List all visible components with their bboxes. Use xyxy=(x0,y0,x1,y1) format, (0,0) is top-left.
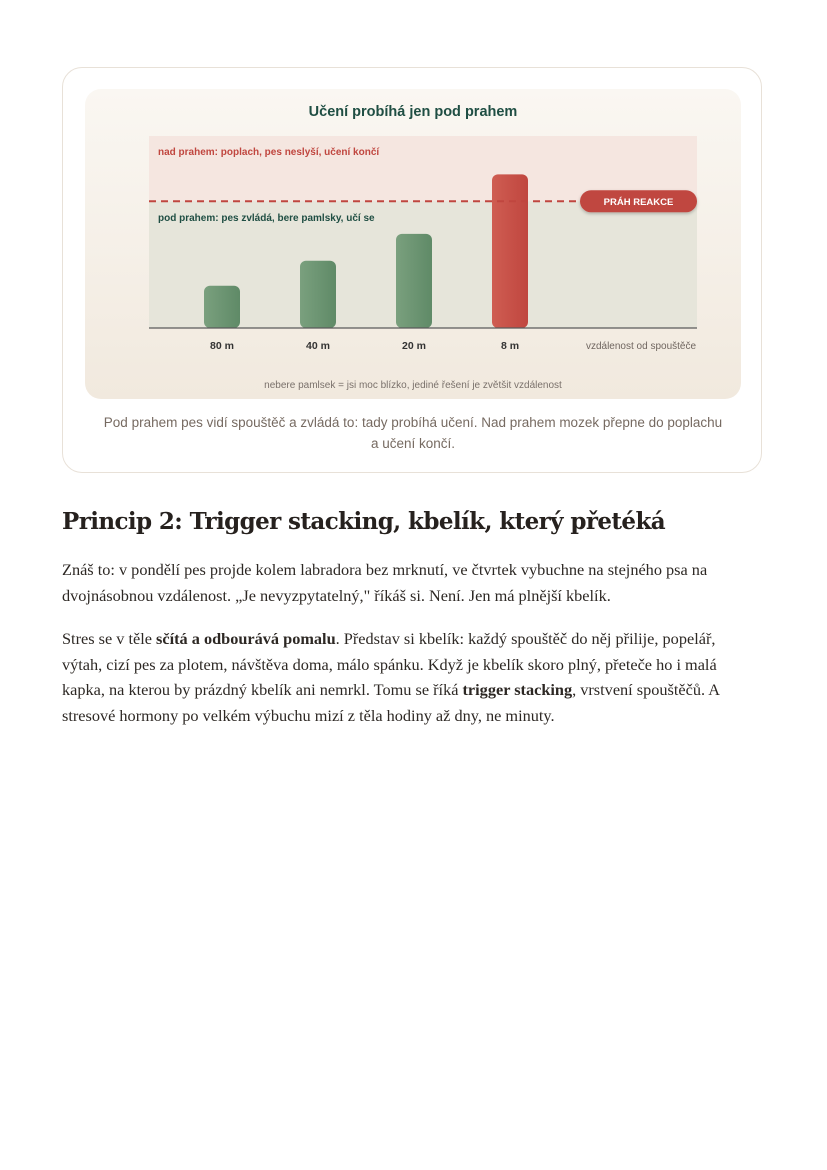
paragraph-1: Znáš to: v pondělí pes projde kolem labradora bez mrknutí, ve čtvrtek vybuchne na stejného psa na dvojnásobnou vzdálenost. „Je nevyzpytatelný," říkáš si. Není. Jen má plnější kbelík. xyxy=(62,560,708,605)
paragraph-2-text-a: Stres se v těle xyxy=(62,629,157,648)
paragraph-2-text-b: . Představ si kbelík: každý spouštěč do něj přilije, popelář, výtah, cizí pes za plotem, návštěva doma, málo spánku. Když je kbelík skoro plný, přeteče ho i malá kapka, na kterou by prázdný kbelík ani nemrkl. Tomu se říká xyxy=(62,629,717,699)
paragraph-2 xyxy=(62,626,752,728)
bar-8m xyxy=(492,174,528,328)
threshold-chart xyxy=(85,89,741,399)
chart-panel xyxy=(85,89,741,399)
bar-20m xyxy=(396,234,432,328)
tick-label: 8 m xyxy=(500,340,520,352)
x-axis-label: vzdálenost od spouštěče xyxy=(585,341,697,352)
zone-below-label: pod prahem: pes zvládá, bere pamlsky, učí se xyxy=(158,213,375,224)
paragraph-2-bold-a: sčítá a odbourává pomalu xyxy=(156,629,336,648)
bar-40m xyxy=(300,261,336,328)
zone-above-label: nad prahem: poplach, pes neslyší, učení končí xyxy=(158,147,380,158)
figure-caption: Pod prahem pes vidí spouštěč a zvládá to: tady probíhá učení. Nad prahem mozek přepne do poplachu a učení končí. xyxy=(103,415,723,451)
tick-label: 40 m xyxy=(306,340,330,352)
bar-80m xyxy=(204,286,240,328)
chart-title: Učení probíhá jen pod prahem xyxy=(308,104,518,120)
tick-label: 20 m xyxy=(402,340,426,352)
tick-label: 80 m xyxy=(210,340,234,352)
section-heading: Princip 2: Trigger stacking, kbelík, který přetéká xyxy=(62,508,666,535)
paragraph-2-bold-b: trigger stacking xyxy=(462,680,573,699)
chart-footnote: nebere pamlsek = jsi moc blízko, jediné řešení je zvětšit vzdálenost xyxy=(264,380,562,391)
figure-card xyxy=(62,67,762,473)
paragraph-2-text-c: , vrstvení spouštěčů. A stresové hormony po velkém výbuchu mizí z těla hodiny až dny, ne minuty. xyxy=(62,680,720,725)
threshold-label: PRÁH REAKCE xyxy=(603,196,674,208)
